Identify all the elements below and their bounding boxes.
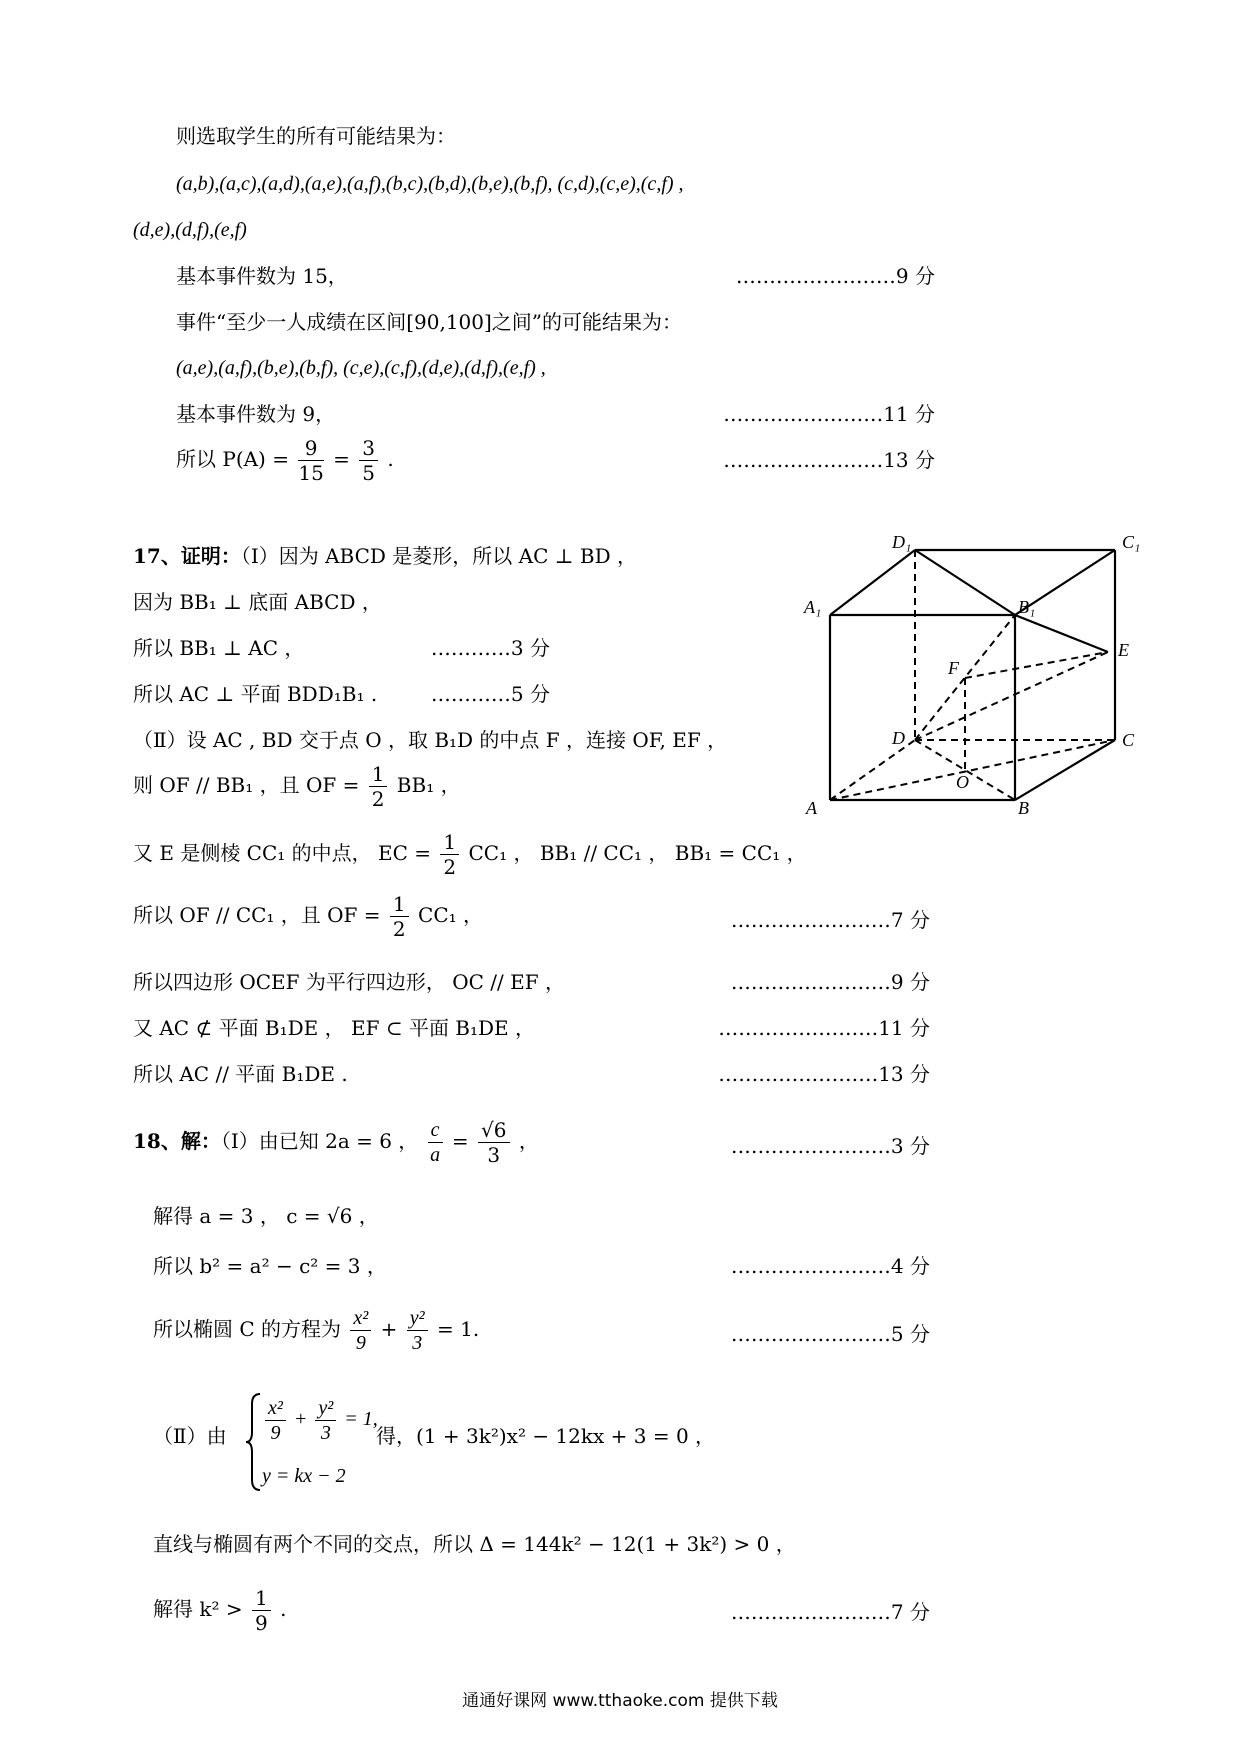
ellipse-equation-line: 所以椭圆 C 的方程为 $\frac{\text{x²}}{9}$ + $\frac{\text{y²}}{3}$ = 1. [153,1307,480,1354]
text-line: 又 AC ⊄ 平面 B₁DE ， EF ⊂ 平面 B₁DE ， [133,1016,536,1040]
text-line: 则选取学生的所有可能结果为： [176,124,456,148]
math-line: (d,e),(d,f),(e,f) [133,219,247,241]
text-line: 所以 AC // 平面 B₁DE . [133,1062,348,1086]
math-line: (a,e),(a,f),(b,e),(b,f), (c,e),(c,f),(d,e),(d,f),(e,f) , [176,357,546,379]
score-mark: ……………………3 分 [730,1134,930,1158]
problem-17-line: 17、证明：（Ⅰ）因为 ABCD 是菱形，所以 AC ⊥ BD ， [133,544,638,568]
text-line: （Ⅱ）设 AC , BD 交于点 O ，取 B₁D 的中点 F ，连接 OF, EF ， [133,728,728,752]
page-footer: 通通好课网 www.tthaoke.com 提供下载 [462,1691,778,1711]
label-O: O [956,772,969,792]
label-D: D [892,728,905,748]
score-mark: ……………………5 分 [730,1322,930,1346]
score-mark: ……………………7 分 [730,1600,930,1624]
label-C1: C₁ [1122,532,1141,552]
prism-figure [790,530,1150,820]
problem-18-line: 18、解：（Ⅰ）由已知 2a = 6 ， $\frac{c}{a}$ = $\frac{√6}{3}$ ， [133,1118,539,1167]
text-line: 解得 k² > $\frac{1}{9}$ . [153,1586,287,1635]
text-line: 所以 AC ⊥ 平面 BDD₁B₁ . [133,682,378,706]
text-line: 所以 BB₁ ⊥ AC ， [133,636,305,660]
label-E: E [1118,640,1129,660]
score-mark: ……………………7 分 [730,908,930,932]
score-mark: ……………………13 分 [718,1062,930,1086]
text-line: 因为 BB₁ ⊥ 底面 ABCD ， [133,590,382,614]
text-line: 则 OF // BB₁ ，且 OF = $\frac{1}{2}$ BB₁ ， [133,762,461,811]
score-mark: ……………………4 分 [730,1254,930,1278]
label-A: A [806,798,817,818]
text-line: 事件“至少一人成绩在区间[90,100]之间”的可能结果为： [176,310,683,334]
score-mark: …………5 分 [430,682,550,706]
label-B: B [1018,798,1029,818]
text-line: 基本事件数为 15， [176,264,348,288]
brace-symbol [244,1392,262,1492]
score-mark: ……………………11 分 [718,1016,930,1040]
score-mark: ……………………13 分 [723,448,935,472]
text-line: 解得 a = 3 ， c = √6 ， [153,1204,379,1228]
probability-line: 所以 P(A) = $\frac{9}{15}$ = $\frac{3}{5}$ . [176,436,394,485]
text-line: （Ⅱ）由 [153,1424,227,1448]
text-line: 基本事件数为 9， [176,402,336,426]
text-line: 所以 b² = a² − c² = 3 ， [153,1254,387,1278]
label-A1: A₁ [804,597,822,617]
system-eq-2: y = kx − 2 [262,1465,346,1487]
score-mark: …………3 分 [430,636,550,660]
score-mark: ……………………9 分 [735,264,935,288]
score-mark: ……………………9 分 [730,970,930,994]
score-mark: ……………………11 分 [723,402,935,426]
text-line: 又 E 是侧棱 CC₁ 的中点， EC = $\frac{1}{2}$ CC₁ ， BB₁ // CC₁ ， BB₁ = CC₁ ， [133,830,807,879]
label-D1: D₁ [892,532,912,552]
text-line: 得，(1 + 3k²)x² − 12kx + 3 = 0 ， [376,1424,716,1448]
label-B1: B₁ [1018,597,1036,617]
text-line: 所以 OF // CC₁ ，且 OF = $\frac{1}{2}$ CC₁ ， [133,892,483,941]
text-line: 所以四边形 OCEF 为平行四边形， OC // EF ， [133,970,565,994]
label-C: C [1122,730,1135,750]
system-eq-1: $\frac{\text{x²}}{9}$ + $\frac{\text{y²}}{3}$ = 1, [262,1396,378,1445]
label-F: F [948,658,959,678]
math-line: (a,b),(a,c),(a,d),(a,e),(a,f),(b,c),(b,d),(b,e),(b,f), (c,d),(c,e),(c,f) , [176,173,684,195]
text-line: 直线与椭圆有两个不同的交点，所以 Δ = 144k² − 12(1 + 3k²) > 0 ， [153,1532,796,1556]
